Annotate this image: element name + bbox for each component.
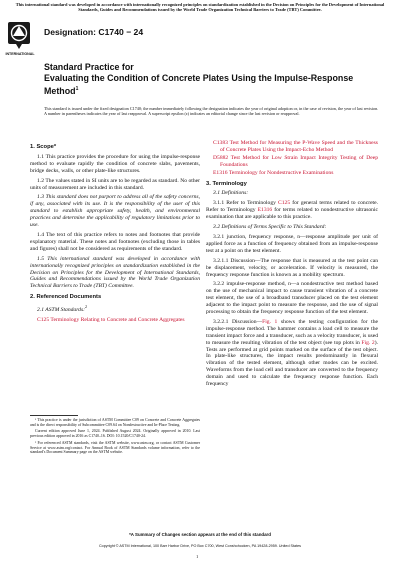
issue-note: This standard is issued under the fixed designation C1740; the number immediately following the designation indicates the year of original adoption or, in the case of revision, the year of last revision. A number in parentheses indicates the year of last reapproval. A superscript epsilon (ε) indicates an editorial change since the last revision or reapproval. [44, 106, 379, 117]
ref-c125-link[interactable]: C125 [37, 316, 50, 323]
para-3-1-1-a: 3.1.1 Refer to Terminology [213, 200, 279, 207]
ref-d5882[interactable] [206, 155, 378, 169]
link-e1316[interactable]: E1316 [257, 207, 273, 214]
link-c125[interactable]: C125 [278, 200, 291, 207]
link-fig-1[interactable]: Fig. 1 [262, 318, 278, 325]
left-column [30, 140, 200, 325]
ref-c125[interactable] [30, 317, 200, 324]
document-title [44, 62, 379, 97]
para-3-2-2-1 [206, 319, 378, 388]
para-3-2-2-1-b: shows the testing configuration for the impulse-response method. The hammer contains a load cell to measure the transient impact force and a transducer, such as a velocity transducer, is used to measure the resulting vibration of the test object (see top plots in [206, 318, 378, 346]
summary-note: *A Summary of Changes section appears at the end of this standard [129, 532, 271, 537]
link-fig-2[interactable]: Fig. 2 [361, 339, 375, 346]
refs-heading: 2. Referenced Documents [30, 294, 102, 301]
para-1-3: 1.3 This standard does not purport to address all of the safety concerns, if any, associated with its use. It is the responsibility of the user of this standard to establish appropriate safety, health, and environmental practices and determine the applicability of regulatory limitations prior to use. [30, 194, 200, 229]
para-3-2-1-1: 3.2.1.1 Discussion—The response that is measured at the test point can be displacement, velocity, or acceleration. If velocity is measured, the frequency response function is known as a mobility spectrum. [206, 257, 378, 278]
ref-c1383-link[interactable]: C1383 [213, 140, 228, 146]
scope-heading: 1. Scope* [30, 144, 57, 150]
footnote-2: ² For referenced ASTM standards, visit the ASTM website, www.astm.org, or contact ASTM Customer Service at www.astm.org/contact. For Annual Book of ASTM Standards volume information, refer to the standard's Document Summary page on the ASTM website. [30, 440, 200, 455]
para-3-2-1: 3.2.1 junction, frequency response, n—response amplitude per unit of applied force as a function of frequency obtained from an impulse-response test at a point on the test element. [206, 233, 378, 254]
para-3-1: 3.1 Definitions: [213, 190, 249, 197]
title-line-2 [44, 73, 379, 97]
para-3-2-2-1-c: ). Tests are performed at grid points marked on the surface of the test object. In plate-like structures, the impact results predominantly in flexural vibration of the tested element, although other modes can be excited. Waveforms from the load cell and transducer are converted to the frequency domain and used to calculate the frequency response function. Each frequency [206, 339, 378, 388]
title-text: Evaluating the Condition of Concrete Plates Using the Impulse-Response Method [44, 73, 354, 96]
ref-c1383[interactable] [206, 140, 378, 154]
para-1-5: 1.5 This international standard was developed in accordance with internationally recognized principles on standardization established in the Decision on Principles for the Development of International Standards, Guides and Recommendations issued by the World Trade Organization Technical Barriers to Trade (TBT) Committee. [30, 255, 200, 290]
ref-e1316[interactable] [206, 170, 378, 177]
title-line-1: Standard Practice for [44, 62, 134, 72]
para-3-2: 3.2 Definitions of Terms Specific to This Standard: [213, 224, 327, 231]
title-footnote-marker: 1 [75, 86, 79, 92]
para-3-1-1-b: for general terms related to concrete. Refer to Terminology [206, 200, 378, 214]
para-3-2-2: 3.2.2 impulse-response method, n—a nondestructive test method based on the use of mechanical impact to cause transient vibration of a concrete test element, the use of a broadband transducer placed on the test element adjacent to the impact point to measure the response, and the use of signal processing to obtain the frequency response function of the test element. [206, 281, 378, 316]
designation: Designation: C1740 − 24 [44, 27, 144, 37]
ref-e1316-link[interactable]: E1316 [213, 169, 228, 176]
ref-d5882-title: Test Method for Low Strain Impact Integrity Testing of Deep Foundations [220, 154, 378, 168]
ref-c1383-title: Test Method for Measuring the P-Wave Speed and the Thickness of Concrete Plates Using the Impact-Echo Method [220, 140, 378, 153]
ref-d5882-link[interactable]: D5882 [213, 154, 229, 161]
footnote-rule [30, 415, 78, 416]
terminology-heading: 3. Terminology [206, 180, 247, 187]
para-1-2: 1.2 The values stated in SI units are to be regarded as standard. No other units of measurement are included in this standard. [30, 177, 200, 191]
tbt-notice: This international standard was developed in accordance with internationally recognized principles on standardization established in the Decision on Principles for the Development of International Standards, Guides and Recommendations issued by the World Trade Organization Technical Barriers to Trade (TBT) Committee. [15, 2, 385, 13]
para-3-2-2-1-a: 3.2.2.1 Discussion— [213, 318, 263, 325]
astm-logo [7, 21, 31, 51]
para-1-1: 1.1 This practice provides the procedure for using the impulse-response method to evaluate rapidly the condition of concrete slabs, pavements, bridge decks, walls, or other plate-like structures. [30, 153, 200, 174]
para-1-4: 1.4 The text of this practice refers to notes and footnotes that provide explanatory material. These notes and footnotes (excluding those in tables and figures) shall not be considered as requirements of the standard. [30, 231, 200, 252]
page-number: 1 [196, 554, 199, 559]
right-column [206, 140, 378, 391]
logo-caption: INTERNATIONAL [5, 52, 35, 56]
para-3-1-1-c: for terms related to nondestructive ultrasonic examination that are applicable to this practice. [206, 207, 378, 221]
para-3-1-1 [206, 200, 378, 221]
footnotes [30, 418, 200, 457]
ref-e1316-title: Terminology for Nondestructive Examinations [227, 169, 334, 176]
astm-standards-label: 2.1 ASTM Standards: [37, 306, 86, 313]
copyright: Copyright © ASTM International, 100 Barr Harbor Drive, PO Box C700, West Conshohocken, PA 19428-2959. United States [98, 544, 301, 548]
fn-2-marker: 2 [85, 304, 88, 310]
ref-c125-title: Terminology Relating to Concrete and Concrete Aggregates [49, 316, 185, 323]
footnote-1b: Current edition approved June 1, 2024. Published August 2024. Originally approved in 2010. Last previous edition approved in 2016 as C1740–16. DOI: 10.1520/C1740-24. [30, 429, 200, 439]
footnote-1: ¹ This practice is under the jurisdiction of ASTM Committee C09 on Concrete and Concrete Aggregates and is the direct responsibility of Subcommittee C09.64 on Nondestructive and In-Place Testing. [30, 418, 200, 427]
para-2-1 [30, 304, 200, 314]
